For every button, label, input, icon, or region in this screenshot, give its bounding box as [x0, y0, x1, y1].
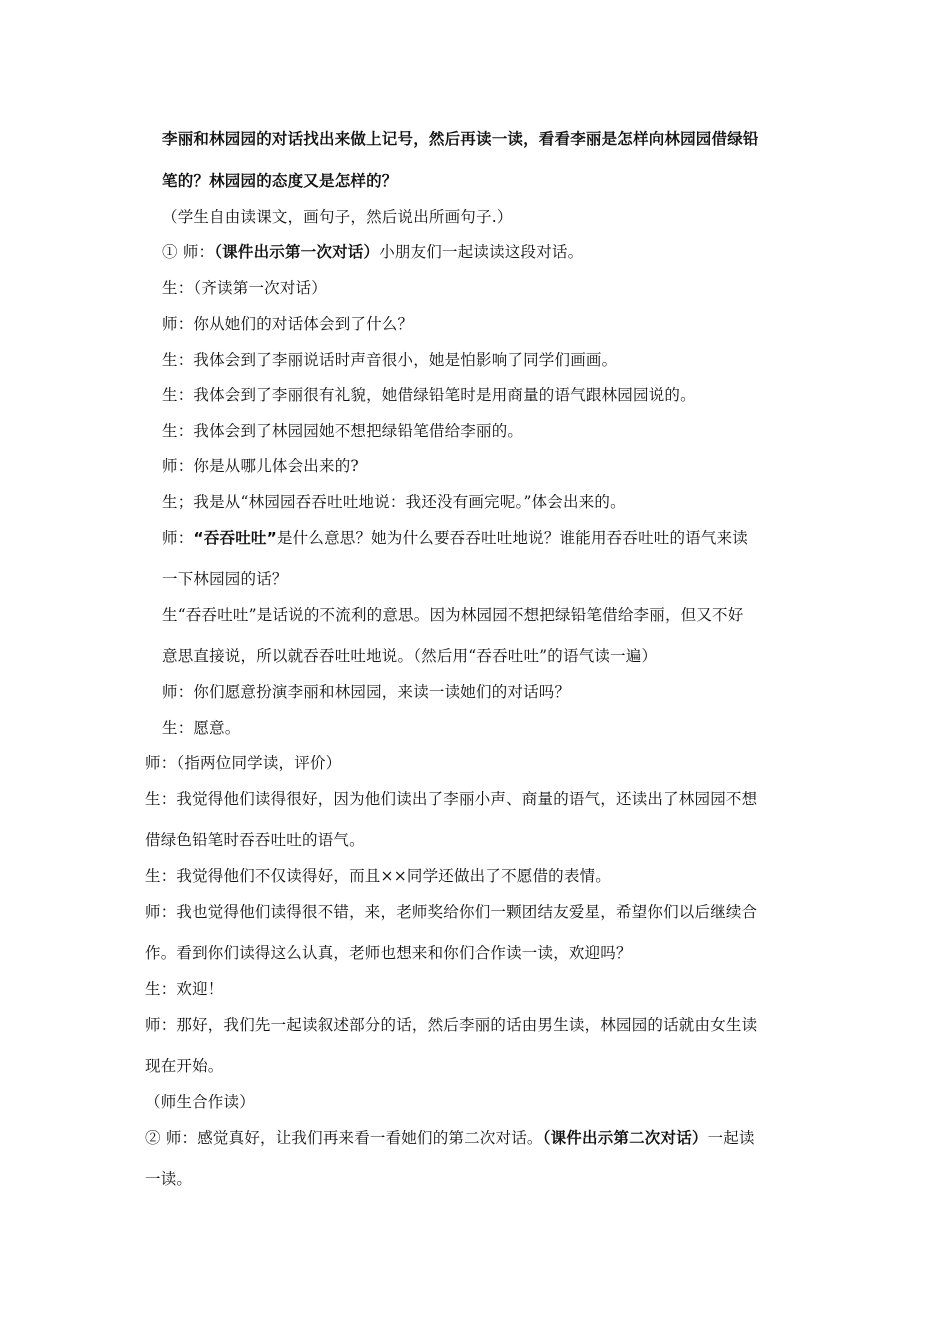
- student-line-4: 生：我体会到了林园园她不想把绿铅笔借给李丽的。: [162, 422, 524, 440]
- paragraph-2-second-dialogue: [145, 1127, 755, 1149]
- student-line-1: 生：（齐读第一次对话）: [162, 279, 327, 297]
- paragraph-1-bold: （课件出示第一次对话）: [214, 243, 380, 261]
- note-cooperative-reading: （师生合作读）: [145, 1093, 255, 1111]
- teacher-line-7-cont: 现在开始。: [145, 1057, 224, 1075]
- teacher-line-1: 师：你从她们的对话体会到了什么？: [162, 315, 414, 333]
- teacher-line-7: 师：那好，我们先一起读叙述部分的话，然后李丽的话由男生读，林园园的话就由女生读: [145, 1016, 758, 1034]
- teacher-line-2: 师：你是从哪儿体会出来的?: [162, 457, 359, 475]
- student-line-2: 生：我体会到了李丽说话时声音很小，她是怕影响了同学们画画。: [162, 351, 618, 369]
- student-line-8: 生：我觉得他们读得很好，因为他们读出了李丽小声、商量的语气，还读出了林园园不想: [145, 790, 758, 808]
- student-line-10: 生：欢迎！: [145, 980, 224, 998]
- teacher-line-6-cont: 作。看到你们读得这么认真，老师也想来和你们合作读一读，欢迎吗？: [145, 944, 632, 962]
- note-students-read: （学生自由读课文，画句子，然后说出所画句子.）: [162, 208, 513, 226]
- intro-line-2: 笔的？林园园的态度又是怎样的？: [162, 172, 398, 190]
- student-line-7: 生：愿意。: [162, 719, 241, 737]
- student-line-8-cont: 借绿色铅笔时吞吞吐吐的语气。: [145, 831, 365, 849]
- paragraph-2-rest: 一起读: [707, 1129, 755, 1147]
- paragraph-2-cont: 一读。: [145, 1170, 193, 1188]
- teacher-line-4: 师：你们愿意扮演李丽和林园园，来读一读她们的对话吗？: [162, 683, 571, 701]
- student-line-9: 生：我觉得他们不仅读得好，而且××同学还做出了不愿借的表情。: [145, 867, 611, 885]
- teacher-line-3-bold: “吞吞吐吐”: [193, 529, 277, 547]
- teacher-line-5: 师：（指两位同学读，评价）: [145, 754, 342, 772]
- paragraph-2-bold: （课件出示第二次对话）: [542, 1129, 708, 1147]
- student-line-5: 生；我是从“林园园吞吞吐吐地说：我还没有画完呢。”体会出来的。: [162, 493, 626, 511]
- teacher-line-6: 师：我也觉得他们读得很不错，来，老师奖给你们一颗团结友爱星，希望你们以后继续合: [145, 903, 758, 921]
- paragraph-2-prefix: ② 师：感觉真好，让我们再来看一看她们的第二次对话。: [145, 1129, 543, 1147]
- teacher-line-3-rest: 是什么意思？她为什么要吞吞吐吐地说？谁能用吞吞吐吐的语气来读: [276, 529, 748, 547]
- student-line-3: 生：我体会到了李丽很有礼貌，她借绿铅笔时是用商量的语气跟林园园说的。: [162, 386, 696, 404]
- teacher-line-3: [162, 527, 748, 549]
- student-line-6-cont: 意思直接说，所以就吞吞吐吐地说。（然后用“吞吞吐吐”的语气读一遍）: [162, 647, 658, 665]
- student-line-6: 生“吞吞吐吐”是话说的不流利的意思。因为林园园不想把绿铅笔借给李丽，但又不好: [162, 606, 744, 624]
- paragraph-1-prefix: ① 师：: [162, 243, 215, 261]
- paragraph-1-rest: 小朋友们一起读读这段对话。: [379, 243, 584, 261]
- teacher-line-3-prefix: 师：: [162, 529, 194, 547]
- paragraph-1-first-dialogue: [162, 241, 583, 263]
- teacher-line-3-cont: 一下林园园的话？: [162, 570, 288, 588]
- intro-line-1: 李丽和林园园的对话找出来做上记号，然后再读一读，看看李丽是怎样向林园园借绿铅: [162, 130, 759, 148]
